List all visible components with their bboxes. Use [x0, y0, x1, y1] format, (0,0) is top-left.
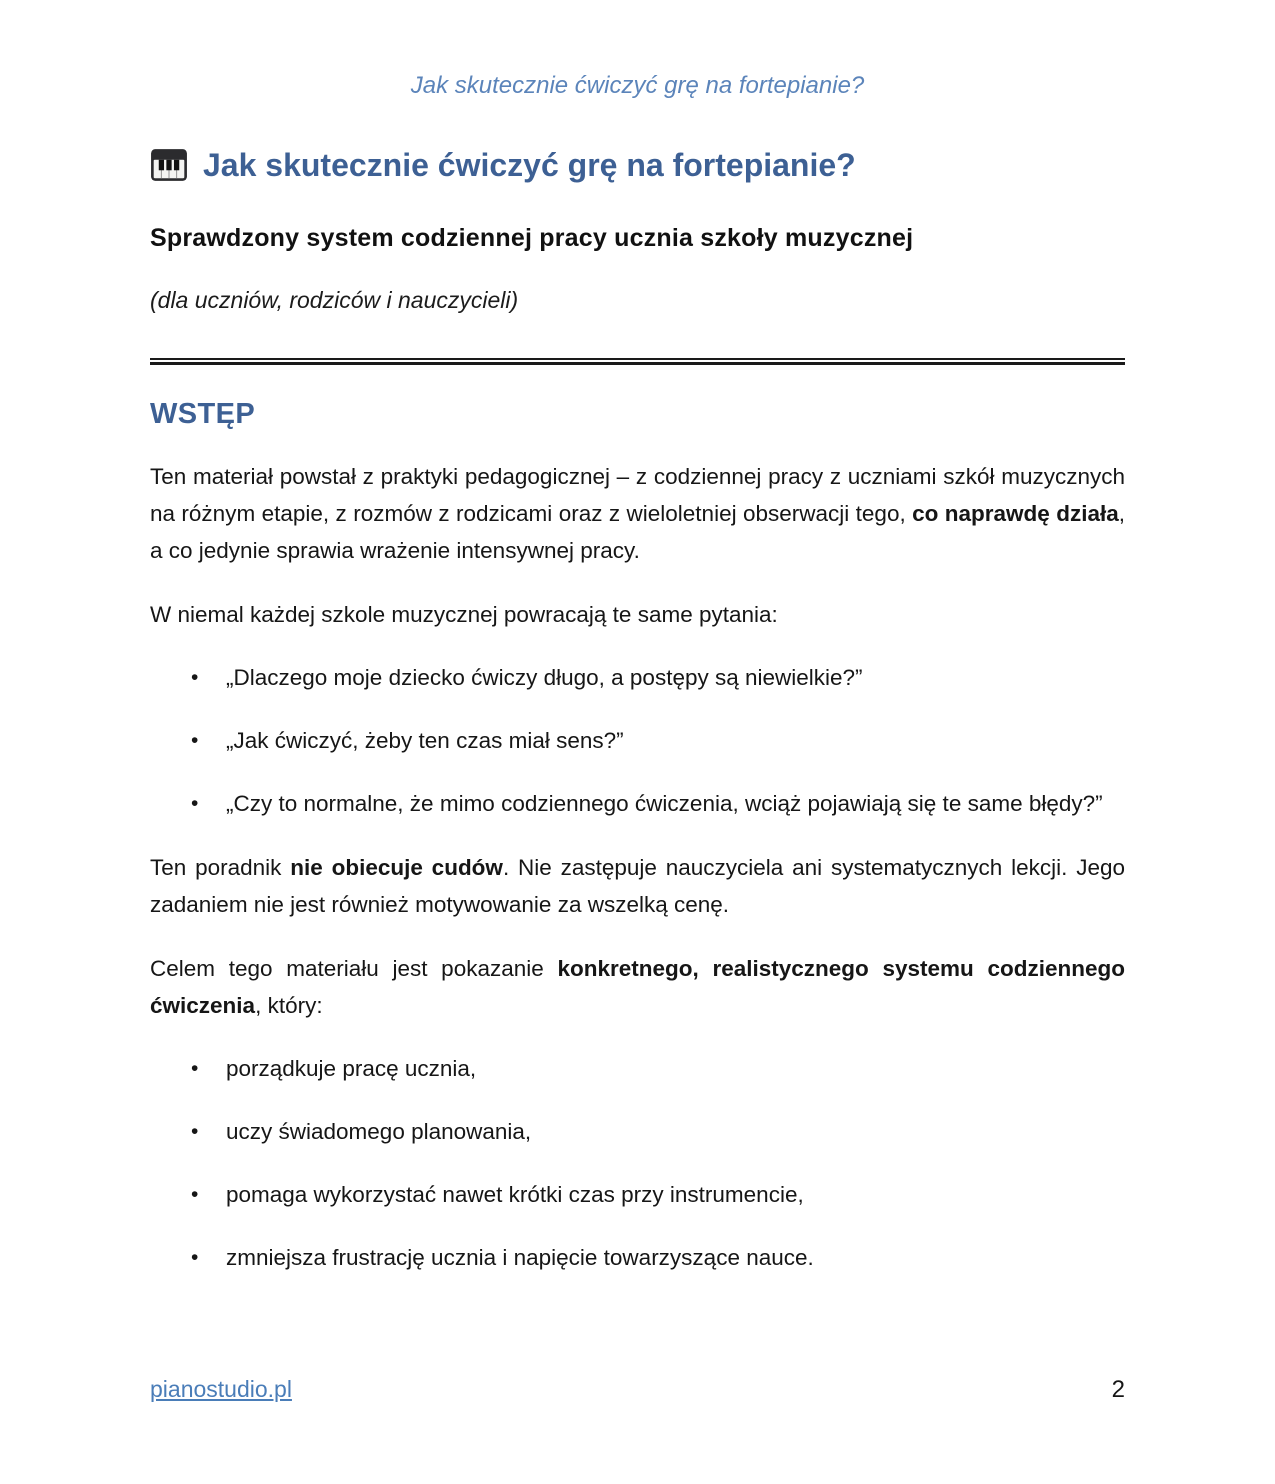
list-item-text: „Jak ćwiczyć, żeby ten czas miał sens?” [226, 728, 624, 753]
page-title [150, 146, 1125, 184]
list-item-text: „Czy to normalne, że mimo codziennego ćwiczenia, wciąż pojawiają się te same błędy?” [226, 791, 1103, 816]
bullet-icon: • [191, 666, 199, 689]
list-item-text: uczy świadomego planowania, [226, 1119, 532, 1144]
goal-paragraph-text: , który: [255, 993, 323, 1018]
list-item [150, 1113, 1125, 1150]
list-item-text: zmniejsza frustrację ucznia i napięcie towarzyszące nauce. [226, 1245, 814, 1270]
bullet-icon: • [191, 792, 199, 815]
piano-keyboard-icon [150, 146, 188, 184]
page-title-text: Jak skutecznie ćwiczyć grę na fortepianie? [203, 146, 856, 183]
site-link[interactable]: pianostudio.pl [150, 1376, 292, 1402]
page-number: 2 [1111, 1376, 1125, 1403]
list-item [150, 722, 1125, 759]
bullet-icon: • [191, 1246, 199, 1269]
running-header: Jak skutecznie ćwiczyć grę na fortepianie? [410, 72, 865, 99]
promise-paragraph-bold: nie obiecuje cudów [290, 855, 503, 880]
list-item [150, 1239, 1125, 1276]
intro-paragraph-text: Ten materiał powstał z praktyki pedagogicznej – z codziennej pracy z uczniami szkół muzycznych na różnym etapie, z rozmów z rodzicami oraz z wieloletniej obserwacji tego, [150, 464, 1125, 526]
section-heading-wstep: WSTĘP [150, 398, 256, 430]
goal-paragraph-bold: konkretnego, realistycznego systemu codziennego ćwiczenia [150, 956, 1125, 1018]
audience-note: (dla uczniów, rodziców i nauczycieli) [150, 287, 519, 313]
promise-paragraph [150, 849, 1125, 923]
intro-paragraph [150, 458, 1125, 569]
intro-paragraph-text: , a co jedynie sprawia wrażenie intensywnej pracy. [150, 501, 1126, 563]
benefits-list [150, 1050, 1125, 1276]
bullet-icon: • [191, 1120, 199, 1143]
page-footer [150, 1376, 1125, 1404]
bullet-icon: • [191, 1183, 199, 1206]
promise-paragraph-text: Ten poradnik [150, 855, 291, 880]
list-item-text: pomaga wykorzystać nawet krótki czas przy instrumencie, [226, 1182, 804, 1207]
bullet-icon: • [191, 729, 199, 752]
promise-paragraph-text: . Nie zastępuje nauczyciela ani systematycznych lekcji. Jego zadaniem nie jest również motywowanie za wszelką cenę. [150, 855, 1125, 917]
goal-paragraph-text: Celem tego materiału jest pokazanie [150, 956, 558, 981]
list-item [150, 785, 1125, 822]
questions-list [150, 659, 1125, 822]
horizontal-rule [150, 358, 1125, 365]
goal-paragraph [150, 950, 1125, 1024]
questions-intro-paragraph: W niemal każdej szkole muzycznej powracają te same pytania: [150, 602, 778, 627]
list-item [150, 1176, 1125, 1213]
intro-paragraph-bold: co naprawdę działa [912, 501, 1119, 526]
document-subtitle: Sprawdzony system codziennej pracy ucznia szkoły muzycznej [150, 224, 914, 252]
list-item-text: „Dlaczego moje dziecko ćwiczy długo, a postępy są niewielkie?” [226, 665, 863, 690]
bullet-icon: • [191, 1057, 199, 1080]
list-item [150, 1050, 1125, 1087]
list-item-text: porządkuje pracę ucznia, [226, 1056, 477, 1081]
list-item [150, 659, 1125, 696]
